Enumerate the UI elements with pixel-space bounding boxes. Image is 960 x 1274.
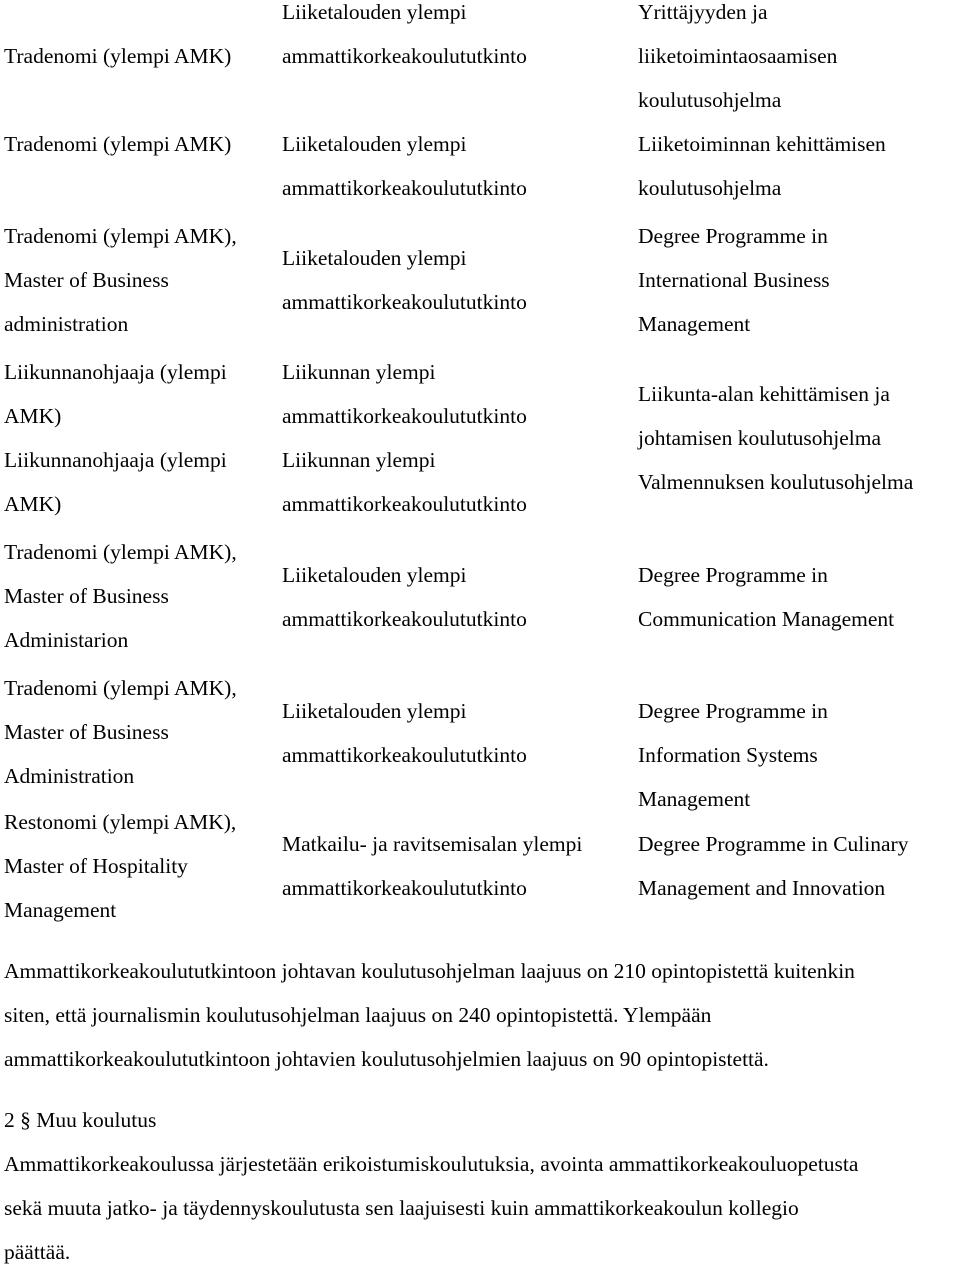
paragraph-line: sekä muuta jatko- ja täydennyskoulutusta sen laajuisesti kuin ammattikorkeakoulun kollegio [4, 1196, 799, 1220]
qualification-line: ammattikorkeakoulututkinto [282, 876, 527, 900]
programme-line: Degree Programme in [638, 224, 828, 248]
programme-line: Communication Management [638, 607, 895, 631]
table-row-4-degree [4, 530, 237, 662]
table-row-6-degree [4, 800, 236, 932]
qualification-line: Liiketalouden ylempi [282, 0, 467, 24]
qualification-line: ammattikorkeakoulututkinto [282, 492, 527, 516]
section-paragraph [4, 1142, 858, 1274]
programme-line: liiketoimintaosaamisen [638, 44, 838, 68]
programme-line: Management and Innovation [638, 876, 886, 900]
table-row-6-programme [638, 822, 908, 910]
degree-line: Tradenomi (ylempi AMK), [4, 676, 237, 700]
degree-line: Tradenomi (ylempi AMK) [4, 44, 232, 68]
qualification-line: ammattikorkeakoulututkinto [282, 176, 527, 200]
paragraph-line: siten, että journalismin koulutusohjelman laajuus on 240 opintopistettä. Ylempään [4, 1003, 712, 1027]
degree-line: Master of Business [4, 268, 169, 292]
degree-line: Restonomi (ylempi AMK), [4, 810, 237, 834]
qualification-line: Liikunnan ylempi [282, 360, 436, 384]
programme-line: Degree Programme in Culinary [638, 832, 909, 856]
paragraph-line: ammattikorkeakoulututkintoon johtavien koulutusohjelmien laajuus on 90 opintopistettä. [4, 1047, 769, 1071]
table-row-2-degree [4, 214, 237, 346]
qualification-line: Liiketalouden ylempi [282, 563, 467, 587]
qualification-line: Liikunnan ylempi [282, 448, 436, 472]
programme-line: koulutusohjelma [638, 88, 782, 112]
section-heading [4, 1098, 156, 1142]
table-row-5-degree [4, 666, 237, 798]
qualification-line: ammattikorkeakoulututkinto [282, 290, 527, 314]
table-row-1-programme [638, 122, 886, 210]
table-row-2-qualification [282, 236, 527, 324]
table-row-1-degree [4, 122, 231, 166]
programme-line: International Business [638, 268, 830, 292]
degree-line: Administarion [4, 628, 129, 652]
table-row-2-programme [638, 214, 830, 346]
section-heading-text: 2 § Muu koulutus [4, 1108, 157, 1132]
scope-paragraph [4, 949, 855, 1081]
degree-line: Administration [4, 764, 135, 788]
programme-line: Valmennuksen koulutusohjelma [638, 470, 914, 494]
table-row-4-qualification [282, 553, 527, 641]
degree-line: Management [4, 898, 117, 922]
degree-line: Liikunnanohjaaja (ylempi [4, 448, 227, 472]
table-row-3-degree [4, 350, 227, 526]
programme-line: Information Systems [638, 743, 818, 767]
programme-line: johtamisen koulutusohjelma [638, 426, 882, 450]
degree-line: Liikunnanohjaaja (ylempi [4, 360, 227, 384]
table-row-0-degree [4, 34, 231, 78]
qualification-line: Liiketalouden ylempi [282, 699, 467, 723]
programme-line: Degree Programme in [638, 699, 828, 723]
paragraph-line: Ammattikorkeakoulussa järjestetään erikoistumiskoulutuksia, avointa ammattikorkeakouluopetusta [4, 1152, 859, 1176]
programme-line: Management [638, 787, 751, 811]
table-row-5-qualification [282, 689, 527, 777]
table-row-3-qualification [282, 350, 527, 526]
table-row-3-programme [638, 372, 913, 504]
degree-line: AMK) [4, 404, 62, 428]
table-row-0-qualification [282, 0, 527, 78]
paragraph-line: päättää. [4, 1240, 71, 1264]
qualification-line: ammattikorkeakoulututkinto [282, 607, 527, 631]
degree-line: AMK) [4, 492, 62, 516]
programme-line: Management [638, 312, 751, 336]
paragraph-line: Ammattikorkeakoulututkintoon johtavan koulutusohjelman laajuus on 210 opintopistettä kuitenkin [4, 959, 855, 983]
degree-line: Master of Business [4, 584, 169, 608]
degree-line: administration [4, 312, 129, 336]
programme-line: Liikunta-alan kehittämisen ja [638, 382, 890, 406]
degree-line: Master of Business [4, 720, 169, 744]
table-row-1-qualification [282, 122, 527, 210]
programme-line: Liiketoiminnan kehittämisen [638, 132, 886, 156]
qualification-line: Matkailu- ja ravitsemisalan ylempi [282, 832, 583, 856]
qualification-line: Liiketalouden ylempi [282, 132, 467, 156]
programme-line: Degree Programme in [638, 563, 828, 587]
programme-line: Yrittäjyyden ja [638, 0, 768, 24]
table-row-4-programme [638, 553, 894, 641]
table-row-6-qualification [282, 822, 582, 910]
table-row-0-programme [638, 0, 837, 122]
qualification-line: ammattikorkeakoulututkinto [282, 44, 527, 68]
degree-line: Tradenomi (ylempi AMK) [4, 132, 232, 156]
qualification-line: ammattikorkeakoulututkinto [282, 743, 527, 767]
degree-line: Master of Hospitality [4, 854, 188, 878]
programme-line: koulutusohjelma [638, 176, 782, 200]
qualification-line: Liiketalouden ylempi [282, 246, 467, 270]
degree-line: Tradenomi (ylempi AMK), [4, 540, 237, 564]
degree-line: Tradenomi (ylempi AMK), [4, 224, 237, 248]
table-row-5-programme [638, 689, 828, 821]
qualification-line: ammattikorkeakoulututkinto [282, 404, 527, 428]
